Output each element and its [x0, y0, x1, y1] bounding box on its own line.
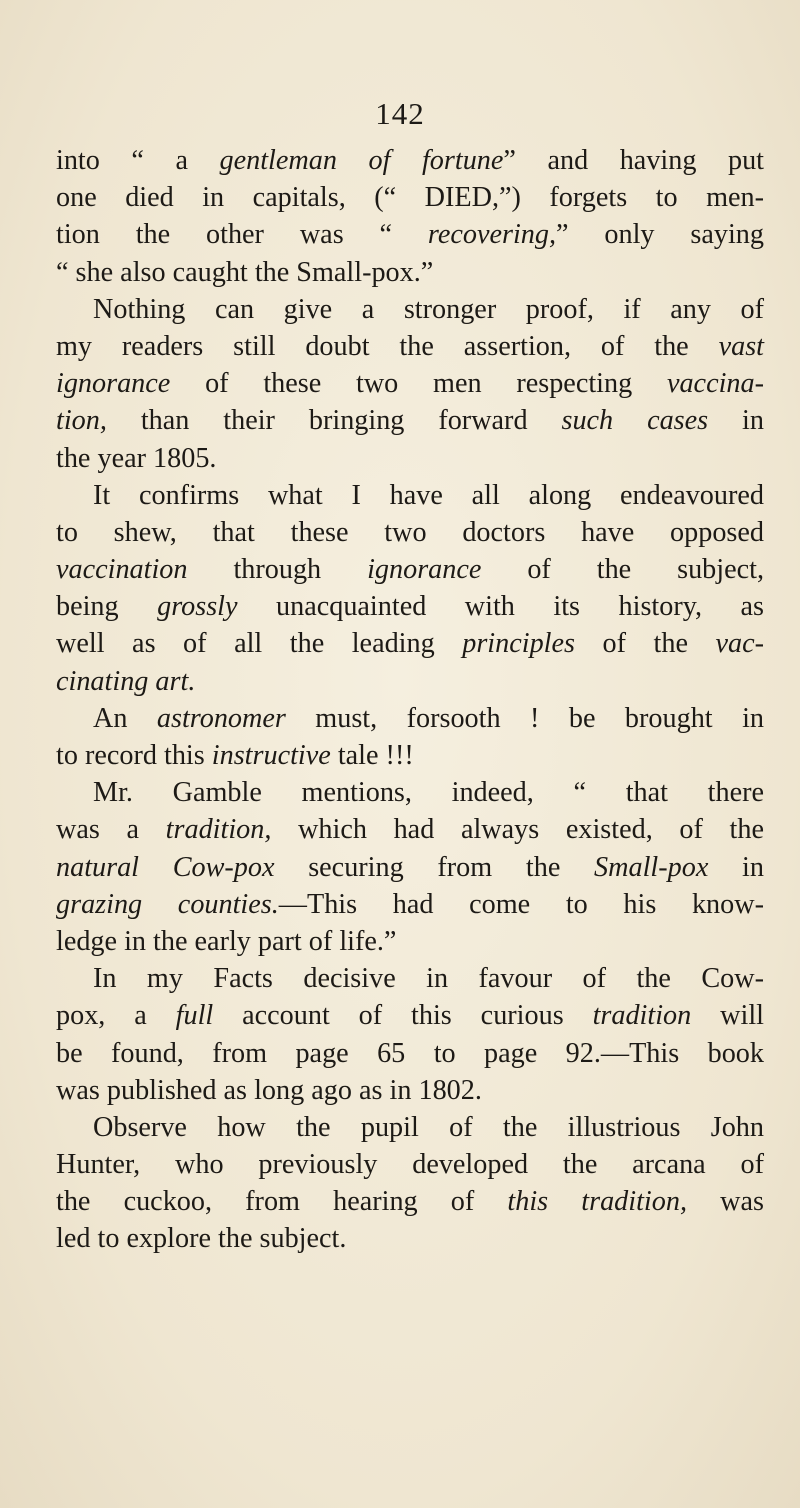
- text-segment: which had always existed, of the: [271, 814, 764, 846]
- italic-text: such cases: [561, 405, 709, 437]
- text-segment: be found, from page 65 to page 92.—This book: [56, 1037, 764, 1069]
- italic-text: astronomer: [156, 702, 286, 734]
- text-segment: pox, a: [56, 1000, 176, 1032]
- italic-text: gentleman of fortune: [219, 145, 504, 176]
- text-line: [56, 216, 764, 253]
- text-segment: of the subject,: [481, 554, 765, 586]
- text-segment: account of this curious: [213, 1000, 593, 1032]
- text-line: [56, 737, 764, 774]
- text-line: [56, 663, 764, 700]
- text-line: [56, 440, 764, 477]
- text-line: [56, 1146, 764, 1183]
- text-segment: ” and having put: [503, 145, 765, 176]
- text-line: [56, 142, 764, 179]
- text-segment: Observe how the pupil of the illustrious John: [93, 1111, 764, 1143]
- text-line: [56, 811, 764, 848]
- text-segment: was: [687, 1186, 764, 1218]
- text-segment: Mr. Gamble mentions, indeed, “ that there: [93, 777, 764, 809]
- italic-text: natural Cow-pox: [56, 851, 275, 883]
- text-segment: the year 1805.: [56, 442, 217, 474]
- text-segment: tale !!!: [330, 740, 414, 771]
- text-segment: the cuckoo, from hearing of: [56, 1186, 508, 1218]
- italic-text: vac-: [715, 628, 764, 660]
- text-segment: An: [93, 702, 157, 734]
- text-segment: being: [56, 591, 158, 623]
- text-segment: was a: [56, 814, 166, 846]
- text-segment: my readers still doubt the assertion, of the: [56, 330, 719, 362]
- text-segment: in: [708, 851, 764, 883]
- italic-text: principles: [462, 628, 575, 660]
- text-segment: into “ a: [56, 145, 220, 176]
- text-line: [56, 1220, 764, 1257]
- text-line: [56, 514, 764, 551]
- text-segment: to record this: [56, 740, 212, 771]
- italic-text: recovering,: [427, 219, 557, 251]
- italic-text: tion,: [56, 405, 107, 437]
- text-segment: was published as long ago as in 1802.: [56, 1074, 482, 1106]
- italic-text: grazing counties.: [56, 888, 279, 920]
- text-line: [56, 886, 764, 923]
- italic-text: Small-pox: [594, 851, 709, 883]
- text-line: [56, 551, 764, 588]
- text-segment: in: [708, 405, 764, 437]
- text-line: [56, 960, 764, 997]
- text-segment: well as of all the leading: [56, 628, 463, 660]
- text-line: [56, 254, 764, 291]
- italic-text: tradition: [592, 1000, 692, 1032]
- text-segment: of the: [574, 628, 716, 660]
- text-line: [56, 291, 764, 328]
- text-line: [56, 1183, 764, 1220]
- text-segment: ledge in the early part of life.”: [56, 925, 397, 957]
- italic-text: full: [175, 1000, 214, 1032]
- italic-text: vast: [718, 330, 764, 362]
- text-line: [56, 700, 764, 737]
- text-line: [56, 923, 764, 960]
- text-segment: must, forsooth ! be brought in: [285, 702, 764, 734]
- text-segment: Hunter, who previously developed the arcana of: [56, 1149, 764, 1181]
- text-segment: tion the other was “: [56, 219, 428, 251]
- text-segment: —This had come to his know-: [278, 888, 764, 920]
- text-line: [56, 1035, 764, 1072]
- italic-text: grossly: [157, 591, 238, 623]
- text-segment: ” only saying: [556, 219, 764, 251]
- text-segment: of these two men respecting: [170, 368, 667, 400]
- text-segment: In my Facts decisive in favour of the Cow-: [93, 963, 764, 995]
- text-segment: It confirms what I have all along endeavoured: [93, 479, 764, 511]
- italic-text: vaccina-: [666, 368, 764, 400]
- italic-text: ignorance: [56, 368, 171, 400]
- text-line: [56, 588, 764, 625]
- text-segment: unacquainted with its history, as: [237, 591, 765, 623]
- body-text: [56, 142, 764, 1258]
- italic-text: cinating art.: [56, 665, 196, 697]
- text-segment: one died in capitals, (“ DIED,”) forgets to men-: [56, 182, 764, 214]
- text-segment: Nothing can give a stronger proof, if any of: [93, 293, 764, 325]
- italic-text: this tradition,: [507, 1186, 687, 1218]
- text-line: [56, 365, 764, 402]
- text-line: [56, 774, 764, 811]
- text-line: [56, 402, 764, 439]
- text-segment: securing from the: [274, 851, 595, 883]
- italic-text: tradition,: [165, 814, 272, 846]
- text-segment: than their bringing forward: [106, 405, 562, 437]
- italic-text: vaccination: [56, 554, 188, 586]
- text-line: [56, 477, 764, 514]
- text-line: [56, 849, 764, 886]
- text-segment: “ she also caught the Small-pox.”: [56, 256, 434, 288]
- text-line: [56, 328, 764, 365]
- text-line: [56, 1072, 764, 1109]
- italic-text: instructive: [211, 740, 331, 771]
- italic-text: ignorance: [367, 554, 482, 586]
- text-segment: led to explore the subject.: [56, 1223, 347, 1255]
- page-number: 142: [375, 96, 425, 131]
- text-segment: will: [691, 1000, 764, 1032]
- text-line: [56, 179, 764, 216]
- text-line: [56, 1109, 764, 1146]
- text-segment: through: [187, 554, 368, 586]
- text-line: [56, 997, 764, 1034]
- text-line: [56, 625, 764, 662]
- text-segment: to shew, that these two doctors have opposed: [56, 516, 764, 548]
